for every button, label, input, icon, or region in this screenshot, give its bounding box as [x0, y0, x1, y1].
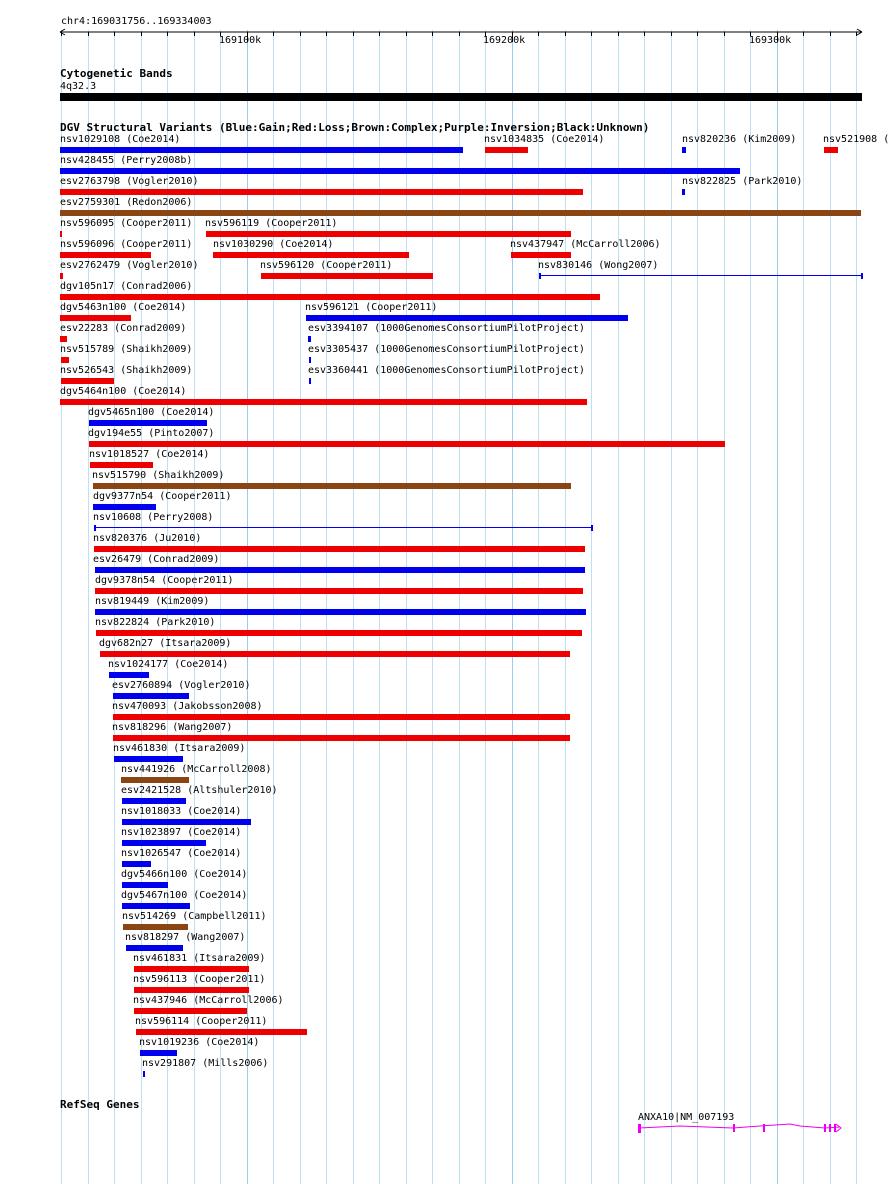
dgv-feature-label[interactable]: nsv1018527 (Coe2014): [89, 449, 210, 460]
dgv-feature-bar[interactable]: [95, 588, 583, 594]
dgv-feature-label[interactable]: nsv526543 (Shaikh2009): [60, 365, 193, 376]
dgv-feature-bar[interactable]: [95, 609, 586, 615]
dgv-feature-bar[interactable]: [60, 168, 740, 174]
dgv-feature-bar[interactable]: [60, 294, 600, 300]
dgv-feature-label[interactable]: nsv437946 (McCarroll2006): [133, 995, 284, 1006]
dgv-feature-bar[interactable]: [121, 777, 189, 783]
dgv-feature-bar[interactable]: [309, 378, 311, 384]
dgv-feature-label[interactable]: nsv428455 (Perry2008b): [60, 155, 193, 166]
gene-exon: [834, 1124, 836, 1132]
gene-strand-arrow: [836, 1124, 841, 1132]
dgv-feature-endcap: [591, 525, 593, 531]
dgv-feature-label[interactable]: esv22283 (Conrad2009): [60, 323, 187, 334]
dgv-feature-bar[interactable]: [109, 672, 149, 678]
dgv-feature-label[interactable]: esv2760894 (Vogler2010): [112, 680, 251, 691]
dgv-feature-label[interactable]: nsv596120 (Cooper2011): [260, 260, 393, 271]
dgv-feature-label[interactable]: nsv818297 (Wang2007): [125, 932, 246, 943]
dgv-feature-label[interactable]: dgv9378n54 (Cooper2011): [95, 575, 234, 586]
dgv-feature-bar[interactable]: [122, 819, 251, 825]
dgv-feature-label[interactable]: nsv596095 (Cooper2011): [60, 218, 193, 229]
dgv-feature-bar[interactable]: [60, 189, 583, 195]
dgv-feature-label[interactable]: nsv822824 (Park2010): [95, 617, 216, 628]
dgv-feature-bar[interactable]: [96, 630, 582, 636]
dgv-feature-label[interactable]: nsv515790 (Shaikh2009): [92, 470, 225, 481]
dgv-feature-label[interactable]: nsv596113 (Cooper2011): [133, 974, 266, 985]
gene-exon: [733, 1124, 735, 1132]
dgv-feature-label[interactable]: nsv830146 (Wong2007): [538, 260, 659, 271]
dgv-feature-label[interactable]: esv26479 (Conrad2009): [93, 554, 220, 565]
dgv-feature-endcap: [539, 273, 541, 279]
ruler-tick-169300k: 169300k: [749, 35, 792, 46]
dgv-feature-bar[interactable]: [60, 336, 67, 342]
dgv-feature-bar[interactable]: [93, 483, 571, 489]
dgv-feature-bar[interactable]: [90, 462, 153, 468]
dgv-feature-label[interactable]: nsv818296 (Wang2007): [112, 722, 233, 733]
dgv-feature-label[interactable]: nsv596114 (Cooper2011): [135, 1016, 268, 1027]
refseq-gene-label[interactable]: ANXA10|NM_007193: [638, 1112, 735, 1123]
dgv-feature-bar[interactable]: [511, 252, 571, 258]
dgv-feature-label[interactable]: dgv5463n100 (Coe2014): [60, 302, 187, 313]
dgv-feature-bar[interactable]: [113, 714, 570, 720]
dgv-feature-label[interactable]: nsv596121 (Cooper2011): [305, 302, 438, 313]
dgv-feature-label[interactable]: nsv1018033 (Coe2014): [121, 806, 242, 817]
ruler-tick-169100k: 169100k: [219, 35, 262, 46]
dgv-feature-bar[interactable]: [261, 273, 433, 279]
dgv-feature-bar[interactable]: [100, 651, 570, 657]
gene-intron-line: [639, 1124, 840, 1128]
dgv-feature-label[interactable]: nsv1029108 (Coe2014): [60, 134, 181, 145]
dgv-feature-label[interactable]: dgv5464n100 (Coe2014): [60, 386, 187, 397]
dgv-feature-bar[interactable]: [61, 378, 114, 384]
dgv-feature-bar[interactable]: [134, 1008, 247, 1014]
dgv-feature-label[interactable]: esv2763798 (Vogler2010): [60, 176, 199, 187]
dgv-feature-label[interactable]: esv3394107 (1000GenomesConsortiumPilotProject): [308, 323, 585, 334]
dgv-feature-bar[interactable]: [824, 147, 838, 153]
dgv-feature-line[interactable]: [94, 527, 592, 528]
dgv-feature-label[interactable]: nsv437947 (McCarroll2006): [510, 239, 661, 250]
dgv-feature-line[interactable]: [539, 275, 862, 276]
dgv-feature-bar[interactable]: [89, 441, 725, 447]
dgv-feature-bar[interactable]: [309, 357, 311, 363]
dgv-feature-label[interactable]: nsv822825 (Park2010): [682, 176, 803, 187]
ruler-tick-169200k: 169200k: [483, 35, 526, 46]
dgv-feature-bar[interactable]: [94, 546, 585, 552]
dgv-feature-label[interactable]: dgv9377n54 (Cooper2011): [93, 491, 232, 502]
dgv-feature-bar[interactable]: [114, 756, 183, 762]
gene-exon: [824, 1124, 826, 1132]
dgv-feature-bar[interactable]: [136, 1029, 307, 1035]
dgv-feature-label[interactable]: esv2421528 (Altshuler2010): [121, 785, 278, 796]
dgv-feature-bar[interactable]: [95, 567, 585, 573]
dgv-feature-label[interactable]: esv2762479 (Vogler2010): [60, 260, 199, 271]
dgv-feature-bar[interactable]: [308, 336, 311, 342]
dgv-feature-label[interactable]: nsv596096 (Cooper2011): [60, 239, 193, 250]
dgv-feature-bar[interactable]: [122, 840, 206, 846]
dgv-feature-bar[interactable]: [682, 189, 685, 195]
dgv-feature-label[interactable]: nsv291807 (Mills2006): [142, 1058, 269, 1069]
dgv-feature-endcap: [861, 273, 863, 279]
dgv-feature-bar[interactable]: [122, 861, 151, 867]
dgv-feature-bar[interactable]: [126, 945, 183, 951]
dgv-feature-label[interactable]: nsv1034835 (Coe2014): [484, 134, 605, 145]
dgv-feature-label[interactable]: nsv1024177 (Coe2014): [108, 659, 229, 670]
dgv-feature-bar[interactable]: [60, 210, 861, 216]
cytoband-label: 4q32.3: [60, 81, 97, 92]
dgv-feature-label[interactable]: nsv461830 (Itsara2009): [113, 743, 246, 754]
dgv-feature-bar[interactable]: [134, 966, 249, 972]
dgv-feature-label[interactable]: nsv470093 (Jakobsson2008): [112, 701, 263, 712]
dgv-feature-label[interactable]: nsv514269 (Campbell2011): [122, 911, 267, 922]
dgv-feature-label[interactable]: dgv682n27 (Itsara2009): [99, 638, 232, 649]
dgv-feature-label[interactable]: nsv521908 (: [823, 134, 890, 145]
dgv-feature-label[interactable]: nsv596119 (Cooper2011): [205, 218, 338, 229]
ruler-location: chr4:169031756..169334003: [61, 16, 212, 27]
dgv-track-title[interactable]: DGV Structural Variants (Blue:Gain;Red:Loss;Brown:Complex;Purple:Inversion;Black:Unknown): [60, 121, 650, 134]
dgv-feature-bar[interactable]: [60, 399, 587, 405]
dgv-feature-bar[interactable]: [485, 147, 528, 153]
dgv-feature-label[interactable]: dgv105n17 (Conrad2006): [60, 281, 193, 292]
dgv-feature-bar[interactable]: [60, 147, 463, 153]
refseq-track-title[interactable]: RefSeq Genes: [60, 1098, 140, 1111]
dgv-feature-label[interactable]: nsv461831 (Itsara2009): [133, 953, 266, 964]
dgv-feature-label[interactable]: dgv5467n100 (Coe2014): [121, 890, 248, 901]
dgv-feature-label[interactable]: nsv1023897 (Coe2014): [121, 827, 242, 838]
dgv-feature-bar[interactable]: [140, 1050, 177, 1056]
dgv-feature-bar[interactable]: [60, 252, 151, 258]
gene-model-anxa10[interactable]: [0, 1115, 890, 1145]
dgv-feature-label[interactable]: nsv819449 (Kim2009): [95, 596, 210, 607]
dgv-feature-bar[interactable]: [122, 882, 168, 888]
dgv-feature-bar[interactable]: [143, 1071, 145, 1077]
dgv-feature-label[interactable]: esv3305437 (1000GenomesConsortiumPilotProject): [308, 344, 585, 355]
dgv-feature-label[interactable]: dgv5465n100 (Coe2014): [88, 407, 215, 418]
dgv-feature-label[interactable]: dgv194e55 (Pinto2007): [88, 428, 215, 439]
dgv-feature-bar[interactable]: [60, 231, 62, 237]
dgv-feature-label[interactable]: nsv1026547 (Coe2014): [121, 848, 242, 859]
dgv-feature-bar[interactable]: [122, 798, 186, 804]
dgv-feature-bar[interactable]: [206, 231, 571, 237]
dgv-feature-label[interactable]: nsv1019236 (Coe2014): [139, 1037, 260, 1048]
dgv-feature-bar[interactable]: [113, 693, 189, 699]
dgv-feature-bar[interactable]: [123, 924, 188, 930]
dgv-feature-label[interactable]: nsv1030290 (Coe2014): [213, 239, 334, 250]
dgv-feature-label[interactable]: esv3360441 (1000GenomesConsortiumPilotProject): [308, 365, 585, 376]
dgv-feature-label[interactable]: nsv441926 (McCarroll2008): [121, 764, 272, 775]
dgv-feature-bar[interactable]: [122, 903, 190, 909]
dgv-feature-bar[interactable]: [93, 504, 156, 510]
dgv-feature-label[interactable]: esv2759301 (Redon2006): [60, 197, 193, 208]
cytoband-track-title[interactable]: Cytogenetic Bands: [60, 67, 173, 80]
gene-exon: [829, 1124, 831, 1132]
dgv-feature-bar[interactable]: [306, 315, 628, 321]
dgv-feature-label[interactable]: nsv820376 (Ju2010): [93, 533, 202, 544]
dgv-feature-bar[interactable]: [60, 273, 63, 279]
gene-exon: [763, 1124, 765, 1132]
dgv-feature-label[interactable]: nsv10608 (Perry2008): [93, 512, 214, 523]
dgv-feature-bar[interactable]: [113, 735, 570, 741]
dgv-feature-label[interactable]: nsv820236 (Kim2009): [682, 134, 797, 145]
dgv-feature-bar[interactable]: [60, 315, 131, 321]
dgv-feature-label[interactable]: nsv515789 (Shaikh2009): [60, 344, 193, 355]
dgv-feature-bar[interactable]: [134, 987, 249, 993]
dgv-feature-endcap: [94, 525, 96, 531]
dgv-feature-bar[interactable]: [213, 252, 409, 258]
dgv-feature-bar[interactable]: [61, 357, 69, 363]
dgv-feature-label[interactable]: dgv5466n100 (Coe2014): [121, 869, 248, 880]
gene-exon: [638, 1124, 641, 1133]
dgv-feature-bar[interactable]: [682, 147, 686, 153]
dgv-feature-bar[interactable]: [89, 420, 207, 426]
